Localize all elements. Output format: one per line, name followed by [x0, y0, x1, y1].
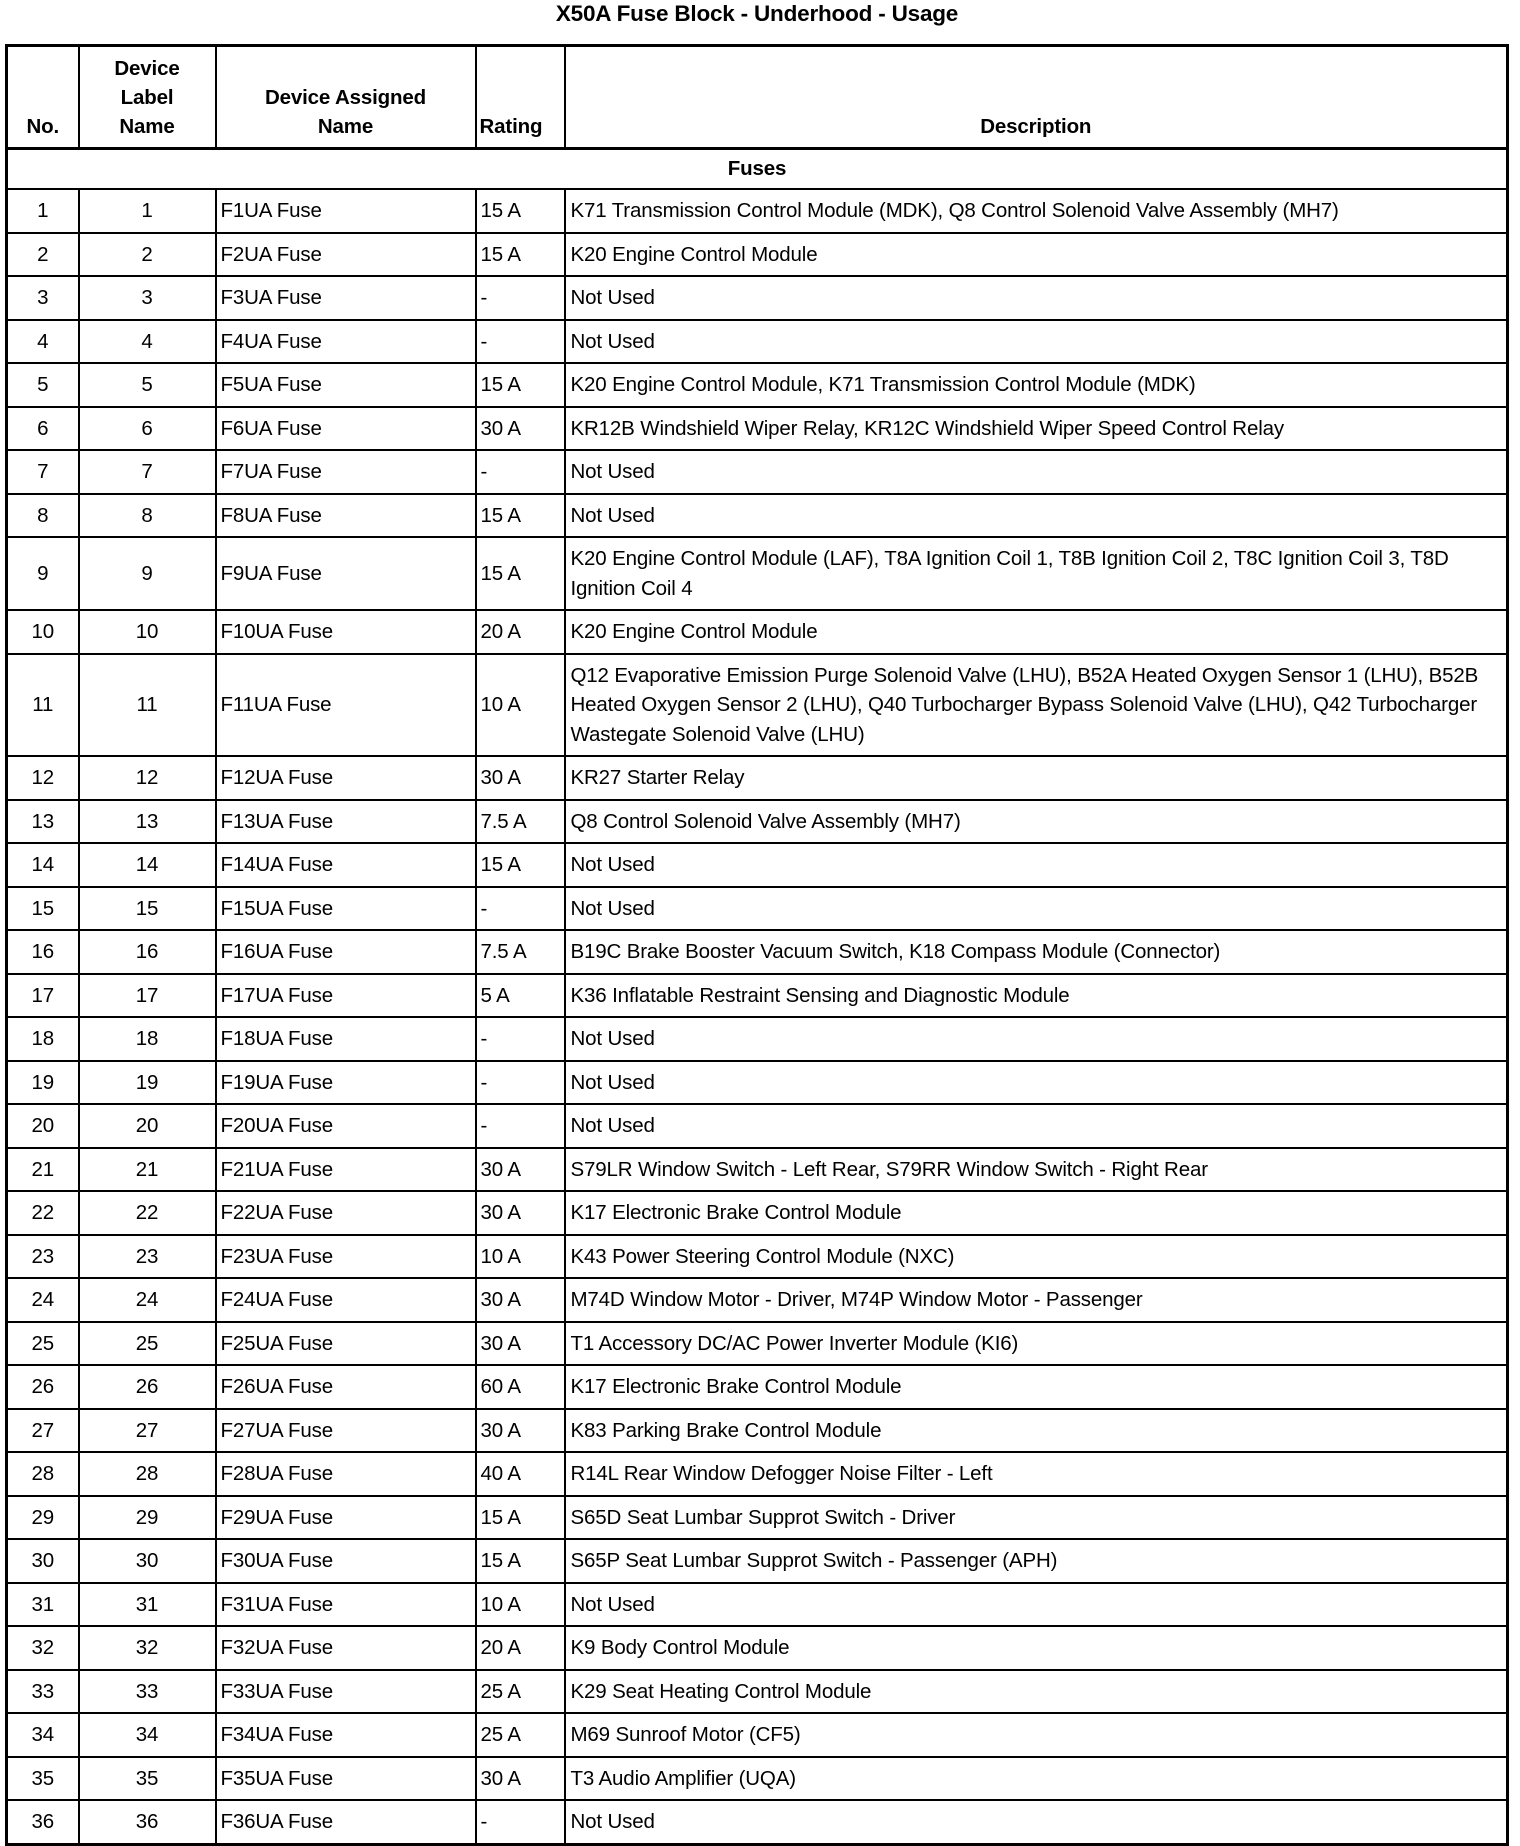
cell-device-assigned-name: F33UA Fuse: [216, 1670, 476, 1714]
cell-no: 4: [7, 320, 79, 364]
cell-device-assigned-name: F25UA Fuse: [216, 1322, 476, 1366]
cell-device-label-name: 15: [79, 887, 216, 931]
cell-description: Not Used: [565, 1017, 1508, 1061]
cell-description: K36 Inflatable Restraint Sensing and Diagnostic Module: [565, 974, 1508, 1018]
cell-device-label-name: 34: [79, 1713, 216, 1757]
cell-device-assigned-name: F20UA Fuse: [216, 1104, 476, 1148]
document-title: X50A Fuse Block - Underhood - Usage: [555, 1, 959, 26]
cell-description: KR12B Windshield Wiper Relay, KR12C Windshield Wiper Speed Control Relay: [565, 407, 1508, 451]
table-row: [7, 887, 1508, 931]
cell-device-assigned-name: F27UA Fuse: [216, 1409, 476, 1453]
cell-device-label-name: 17: [79, 974, 216, 1018]
cell-no: 14: [7, 843, 79, 887]
cell-no: 29: [7, 1496, 79, 1540]
header-no-text: No.: [26, 115, 60, 138]
cell-device-label-name: 13: [79, 800, 216, 844]
table-row: [7, 1235, 1508, 1279]
cell-no: 9: [7, 537, 79, 610]
cell-no: 20: [7, 1104, 79, 1148]
cell-rating: 30 A: [476, 1757, 565, 1801]
cell-rating: 30 A: [476, 407, 565, 451]
cell-description: Q8 Control Solenoid Valve Assembly (MH7): [565, 800, 1508, 844]
cell-rating: 15 A: [476, 1496, 565, 1540]
cell-device-label-name: 6: [79, 407, 216, 451]
table-row: [7, 1191, 1508, 1235]
cell-rating: 10 A: [476, 1235, 565, 1279]
cell-rating: 15 A: [476, 494, 565, 538]
cell-device-label-name: 36: [79, 1800, 216, 1844]
cell-no: 6: [7, 407, 79, 451]
table-row: [7, 930, 1508, 974]
cell-rating: -: [476, 1800, 565, 1844]
header-device-assigned-name-line: Name: [317, 115, 374, 138]
cell-no: 33: [7, 1670, 79, 1714]
cell-description: Not Used: [565, 887, 1508, 931]
cell-description: K20 Engine Control Module: [565, 233, 1508, 277]
cell-device-assigned-name: F8UA Fuse: [216, 494, 476, 538]
cell-device-label-name: 12: [79, 756, 216, 800]
cell-description: Not Used: [565, 320, 1508, 364]
cell-description: Q12 Evaporative Emission Purge Solenoid Valve (LHU), B52A Heated Oxygen Sensor 1 (LHU), B52B Heated Oxygen Sensor 2 (LHU), Q40 Turbocharger Bypass Solenoid Valve (LHU), Q42 Turbocharger Wastegate Solenoid Valve (LHU): [565, 654, 1508, 757]
table-row: [7, 1452, 1508, 1496]
cell-no: 3: [7, 276, 79, 320]
cell-no: 11: [7, 654, 79, 757]
cell-description: K20 Engine Control Module: [565, 610, 1508, 654]
cell-rating: 5 A: [476, 974, 565, 1018]
cell-device-assigned-name: F26UA Fuse: [216, 1365, 476, 1409]
cell-description: K20 Engine Control Module (LAF), T8A Ignition Coil 1, T8B Ignition Coil 2, T8C Ignition Coil 3, T8D Ignition Coil 4: [565, 537, 1508, 610]
cell-device-label-name: 23: [79, 1235, 216, 1279]
cell-device-label-name: 5: [79, 363, 216, 407]
table-row: [7, 494, 1508, 538]
cell-device-assigned-name: F29UA Fuse: [216, 1496, 476, 1540]
cell-description: Not Used: [565, 1104, 1508, 1148]
cell-no: 32: [7, 1626, 79, 1670]
cell-description: K17 Electronic Brake Control Module: [565, 1365, 1508, 1409]
cell-no: 24: [7, 1278, 79, 1322]
cell-device-assigned-name: F28UA Fuse: [216, 1452, 476, 1496]
cell-description: Not Used: [565, 450, 1508, 494]
cell-device-label-name: 3: [79, 276, 216, 320]
table-row: [7, 654, 1508, 757]
table-row: [7, 843, 1508, 887]
cell-rating: -: [476, 1104, 565, 1148]
cell-device-assigned-name: F1UA Fuse: [216, 189, 476, 233]
cell-device-label-name: 7: [79, 450, 216, 494]
cell-rating: -: [476, 1017, 565, 1061]
table-row: [7, 756, 1508, 800]
cell-device-assigned-name: F4UA Fuse: [216, 320, 476, 364]
table-row: [7, 1104, 1508, 1148]
header-device-label-name-line: Label: [120, 86, 174, 109]
cell-device-label-name: 2: [79, 233, 216, 277]
cell-no: 2: [7, 233, 79, 277]
cell-device-assigned-name: F30UA Fuse: [216, 1539, 476, 1583]
cell-no: 13: [7, 800, 79, 844]
table-row: [7, 407, 1508, 451]
header-description-text: Description: [980, 115, 1092, 138]
cell-device-label-name: 31: [79, 1583, 216, 1627]
cell-device-label-name: 35: [79, 1757, 216, 1801]
cell-device-assigned-name: F12UA Fuse: [216, 756, 476, 800]
header-device-label-name: [79, 46, 216, 149]
cell-description: K29 Seat Heating Control Module: [565, 1670, 1508, 1714]
header-description: [565, 46, 1508, 149]
header-rating: [476, 46, 565, 149]
cell-device-assigned-name: F16UA Fuse: [216, 930, 476, 974]
cell-no: 26: [7, 1365, 79, 1409]
cell-description: Not Used: [565, 494, 1508, 538]
table-body: [7, 149, 1508, 1845]
cell-no: 36: [7, 1800, 79, 1844]
cell-no: 28: [7, 1452, 79, 1496]
header-device-label-name-line: Device: [114, 57, 180, 80]
cell-device-assigned-name: F34UA Fuse: [216, 1713, 476, 1757]
cell-rating: 25 A: [476, 1713, 565, 1757]
cell-device-assigned-name: F17UA Fuse: [216, 974, 476, 1018]
cell-device-assigned-name: F13UA Fuse: [216, 800, 476, 844]
table-row: [7, 610, 1508, 654]
table-row: [7, 1800, 1508, 1844]
cell-no: 21: [7, 1148, 79, 1192]
cell-device-label-name: 25: [79, 1322, 216, 1366]
cell-device-assigned-name: F10UA Fuse: [216, 610, 476, 654]
cell-device-assigned-name: F14UA Fuse: [216, 843, 476, 887]
table-row: [7, 1365, 1508, 1409]
cell-description: M69 Sunroof Motor (CF5): [565, 1713, 1508, 1757]
table-row: [7, 320, 1508, 364]
cell-device-label-name: 11: [79, 654, 216, 757]
table-row: [7, 1496, 1508, 1540]
header-rating-text: Rating: [479, 115, 543, 138]
cell-device-label-name: 14: [79, 843, 216, 887]
fuse-usage-table: [5, 44, 1509, 1846]
header-no: [7, 46, 79, 149]
cell-no: 30: [7, 1539, 79, 1583]
cell-device-assigned-name: F9UA Fuse: [216, 537, 476, 610]
cell-device-label-name: 4: [79, 320, 216, 364]
cell-description: Not Used: [565, 1061, 1508, 1105]
cell-description: K9 Body Control Module: [565, 1626, 1508, 1670]
cell-device-label-name: 20: [79, 1104, 216, 1148]
table-row: [7, 363, 1508, 407]
cell-description: T1 Accessory DC/AC Power Inverter Module (KI6): [565, 1322, 1508, 1366]
cell-device-assigned-name: F7UA Fuse: [216, 450, 476, 494]
cell-no: 25: [7, 1322, 79, 1366]
header-device-label-name-line: Name: [119, 115, 175, 138]
cell-device-label-name: 8: [79, 494, 216, 538]
header-row: [7, 46, 1508, 149]
cell-device-assigned-name: F6UA Fuse: [216, 407, 476, 451]
cell-rating: 20 A: [476, 610, 565, 654]
cell-device-label-name: 32: [79, 1626, 216, 1670]
table-row: [7, 1539, 1508, 1583]
cell-device-label-name: 29: [79, 1496, 216, 1540]
cell-device-label-name: 27: [79, 1409, 216, 1453]
header-device-assigned-name-line: Device Assigned: [264, 86, 427, 109]
cell-device-label-name: 22: [79, 1191, 216, 1235]
cell-device-assigned-name: F18UA Fuse: [216, 1017, 476, 1061]
cell-device-assigned-name: F32UA Fuse: [216, 1626, 476, 1670]
cell-device-assigned-name: F31UA Fuse: [216, 1583, 476, 1627]
cell-device-assigned-name: F22UA Fuse: [216, 1191, 476, 1235]
cell-rating: 15 A: [476, 363, 565, 407]
cell-description: K17 Electronic Brake Control Module: [565, 1191, 1508, 1235]
cell-description: KR27 Starter Relay: [565, 756, 1508, 800]
cell-no: 22: [7, 1191, 79, 1235]
cell-device-assigned-name: F3UA Fuse: [216, 276, 476, 320]
table-row: [7, 1713, 1508, 1757]
cell-no: 18: [7, 1017, 79, 1061]
cell-rating: 15 A: [476, 1539, 565, 1583]
cell-device-label-name: 30: [79, 1539, 216, 1583]
cell-device-assigned-name: F19UA Fuse: [216, 1061, 476, 1105]
cell-description: S79LR Window Switch - Left Rear, S79RR Window Switch - Right Rear: [565, 1148, 1508, 1192]
cell-no: 27: [7, 1409, 79, 1453]
table-row: [7, 1626, 1508, 1670]
cell-rating: -: [476, 450, 565, 494]
cell-rating: 15 A: [476, 537, 565, 610]
cell-no: 10: [7, 610, 79, 654]
cell-no: 16: [7, 930, 79, 974]
cell-description: R14L Rear Window Defogger Noise Filter - Left: [565, 1452, 1508, 1496]
cell-device-label-name: 18: [79, 1017, 216, 1061]
cell-no: 19: [7, 1061, 79, 1105]
cell-description: K83 Parking Brake Control Module: [565, 1409, 1508, 1453]
cell-device-label-name: 1: [79, 189, 216, 233]
cell-no: 7: [7, 450, 79, 494]
cell-device-label-name: 24: [79, 1278, 216, 1322]
cell-no: 23: [7, 1235, 79, 1279]
table-row: [7, 974, 1508, 1018]
cell-no: 35: [7, 1757, 79, 1801]
cell-no: 15: [7, 887, 79, 931]
table-row: [7, 1148, 1508, 1192]
cell-device-label-name: 9: [79, 537, 216, 610]
table-row: [7, 1017, 1508, 1061]
table-row: [7, 537, 1508, 610]
cell-rating: 40 A: [476, 1452, 565, 1496]
cell-device-assigned-name: F35UA Fuse: [216, 1757, 476, 1801]
cell-no: 17: [7, 974, 79, 1018]
cell-device-assigned-name: F2UA Fuse: [216, 233, 476, 277]
cell-device-assigned-name: F23UA Fuse: [216, 1235, 476, 1279]
cell-device-label-name: 26: [79, 1365, 216, 1409]
table-row: [7, 1322, 1508, 1366]
cell-rating: 60 A: [476, 1365, 565, 1409]
cell-device-assigned-name: F24UA Fuse: [216, 1278, 476, 1322]
cell-device-label-name: 33: [79, 1670, 216, 1714]
cell-rating: 7.5 A: [476, 930, 565, 974]
section-row-fuses: [7, 149, 1508, 190]
table-row: [7, 1409, 1508, 1453]
cell-device-label-name: 19: [79, 1061, 216, 1105]
cell-rating: 30 A: [476, 756, 565, 800]
cell-description: S65P Seat Lumbar Supprot Switch - Passenger (APH): [565, 1539, 1508, 1583]
cell-rating: 7.5 A: [476, 800, 565, 844]
cell-description: M74D Window Motor - Driver, M74P Window Motor - Passenger: [565, 1278, 1508, 1322]
cell-description: Not Used: [565, 1583, 1508, 1627]
cell-rating: 30 A: [476, 1322, 565, 1366]
table-row: [7, 1278, 1508, 1322]
cell-no: 34: [7, 1713, 79, 1757]
cell-description: K20 Engine Control Module, K71 Transmission Control Module (MDK): [565, 363, 1508, 407]
cell-device-label-name: 28: [79, 1452, 216, 1496]
table-row: [7, 233, 1508, 277]
cell-rating: 30 A: [476, 1278, 565, 1322]
table-row: [7, 450, 1508, 494]
cell-rating: -: [476, 320, 565, 364]
section-label: Fuses: [7, 149, 1508, 190]
cell-description: Not Used: [565, 843, 1508, 887]
cell-device-label-name: 21: [79, 1148, 216, 1192]
table-row: [7, 800, 1508, 844]
table-header: [7, 46, 1508, 149]
cell-rating: 15 A: [476, 189, 565, 233]
cell-no: 1: [7, 189, 79, 233]
cell-rating: 25 A: [476, 1670, 565, 1714]
cell-description: Not Used: [565, 276, 1508, 320]
table-row: [7, 1583, 1508, 1627]
cell-rating: 15 A: [476, 233, 565, 277]
cell-device-assigned-name: F11UA Fuse: [216, 654, 476, 757]
cell-device-label-name: 10: [79, 610, 216, 654]
header-device-assigned-name: [216, 46, 476, 149]
cell-no: 5: [7, 363, 79, 407]
cell-description: T3 Audio Amplifier (UQA): [565, 1757, 1508, 1801]
cell-rating: 30 A: [476, 1409, 565, 1453]
cell-no: 12: [7, 756, 79, 800]
cell-description: K43 Power Steering Control Module (NXC): [565, 1235, 1508, 1279]
table-row: [7, 189, 1508, 233]
cell-rating: -: [476, 887, 565, 931]
cell-description: K71 Transmission Control Module (MDK), Q8 Control Solenoid Valve Assembly (MH7): [565, 189, 1508, 233]
table-row: [7, 1670, 1508, 1714]
table-row: [7, 1061, 1508, 1105]
cell-rating: 20 A: [476, 1626, 565, 1670]
cell-description: S65D Seat Lumbar Supprot Switch - Driver: [565, 1496, 1508, 1540]
cell-rating: 10 A: [476, 1583, 565, 1627]
cell-description: B19C Brake Booster Vacuum Switch, K18 Compass Module (Connector): [565, 930, 1508, 974]
cell-description: Not Used: [565, 1800, 1508, 1844]
cell-device-assigned-name: F5UA Fuse: [216, 363, 476, 407]
cell-rating: 10 A: [476, 654, 565, 757]
cell-rating: 30 A: [476, 1148, 565, 1192]
cell-rating: 30 A: [476, 1191, 565, 1235]
cell-rating: -: [476, 276, 565, 320]
table-row: [7, 1757, 1508, 1801]
cell-device-assigned-name: F15UA Fuse: [216, 887, 476, 931]
cell-device-assigned-name: F36UA Fuse: [216, 1800, 476, 1844]
cell-device-label-name: 16: [79, 930, 216, 974]
cell-device-assigned-name: F21UA Fuse: [216, 1148, 476, 1192]
cell-no: 31: [7, 1583, 79, 1627]
table-row: [7, 276, 1508, 320]
cell-rating: -: [476, 1061, 565, 1105]
cell-rating: 15 A: [476, 843, 565, 887]
cell-no: 8: [7, 494, 79, 538]
